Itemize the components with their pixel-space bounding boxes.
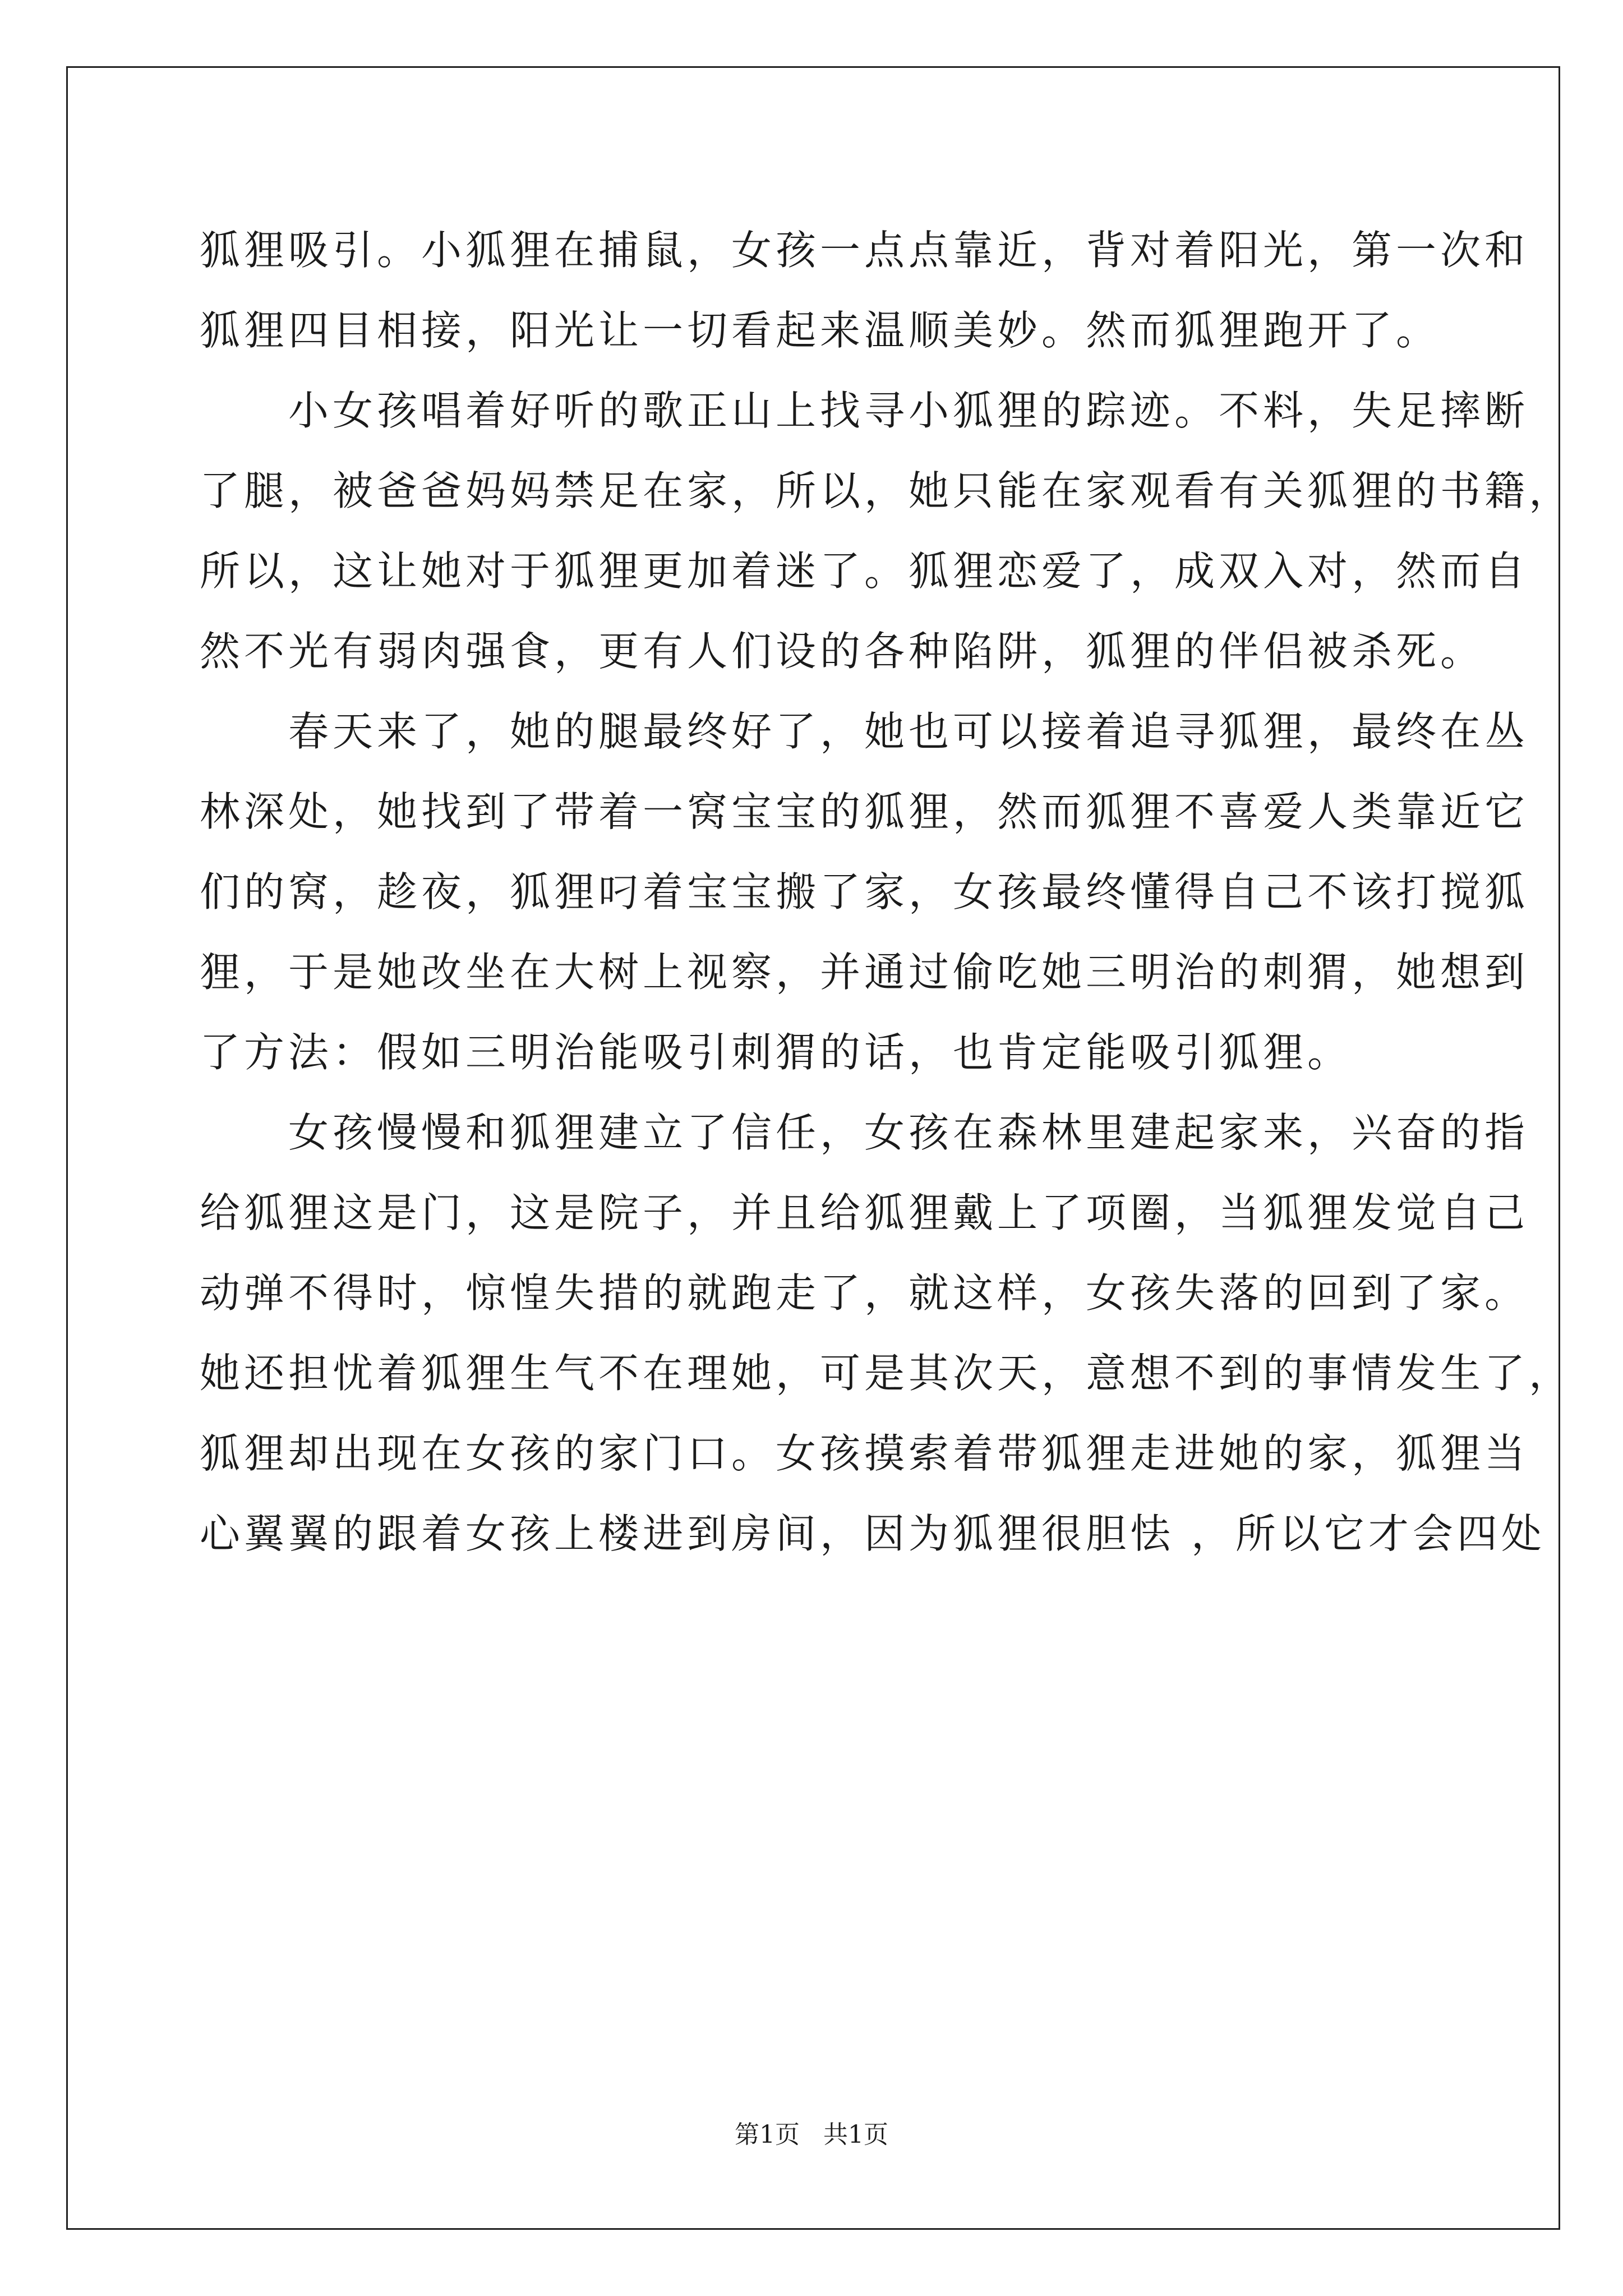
text-line: 她还担忧着狐狸生气不在理她，可是其次天，意想不到的事情发生了， bbox=[200, 1350, 1574, 1397]
text-line: 了方法：假如三明治能吸引刺猬的话，也肯定能吸引狐狸。 bbox=[200, 1029, 1352, 1076]
text-line: 狐狸吸引。小狐狸在捕鼠，女孩一点点靠近，背对着阳光，第一次和 bbox=[200, 227, 1529, 274]
text-line: 心翼翼的跟着女孩上楼进到房间，因为狐狸很胆怯 ，所以它才会四处 bbox=[200, 1510, 1546, 1557]
text-line: 林深处，她找到了带着一窝宝宝的狐狸，然而狐狸不喜爱人类靠近它 bbox=[200, 788, 1529, 835]
text-line: 狸，于是她改坐在大树上视察，并通过偷吃她三明治的刺猬，她想到 bbox=[200, 949, 1529, 996]
text-line: 狐狸却出现在女孩的家门口。女孩摸索着带狐狸走进她的家，狐狸当 bbox=[200, 1430, 1529, 1477]
text-line: 然不光有弱肉强食，更有人们设的各种陷阱，狐狸的伴侣被杀死。 bbox=[200, 628, 1485, 675]
text-line: 狐狸四目相接，阳光让一切看起来温顺美妙。然而狐狸跑开了。 bbox=[200, 307, 1441, 354]
text-line: 小女孩唱着好听的歌正山上找寻小狐狸的踪迹。不料，失足摔断 bbox=[200, 387, 1529, 434]
text-line: 动弹不得时，惊惶失措的就跑走了，就这样，女孩失落的回到了家。 bbox=[200, 1269, 1529, 1317]
text-line: 所以，这让她对于狐狸更加着迷了。狐狸恋爱了，成双入对，然而自 bbox=[200, 547, 1529, 595]
text-line: 了腿，被爸爸妈妈禁足在家，所以，她只能在家观看有关狐狸的书籍， bbox=[200, 467, 1574, 514]
page-number-footer: 第1页 共1页 bbox=[735, 2120, 888, 2149]
text-line: 们的窝，趁夜，狐狸叼着宝宝搬了家，女孩最终懂得自己不该打搅狐 bbox=[200, 868, 1529, 915]
text-line: 女孩慢慢和狐狸建立了信任，女孩在森林里建起家来，兴奋的指 bbox=[200, 1109, 1529, 1156]
body-text bbox=[200, 210, 1574, 1574]
text-line: 给狐狸这是门，这是院子，并且给狐狸戴上了项圈，当狐狸发觉自己 bbox=[200, 1189, 1529, 1236]
text-line: 春天来了，她的腿最终好了，她也可以接着追寻狐狸，最终在丛 bbox=[200, 708, 1529, 755]
